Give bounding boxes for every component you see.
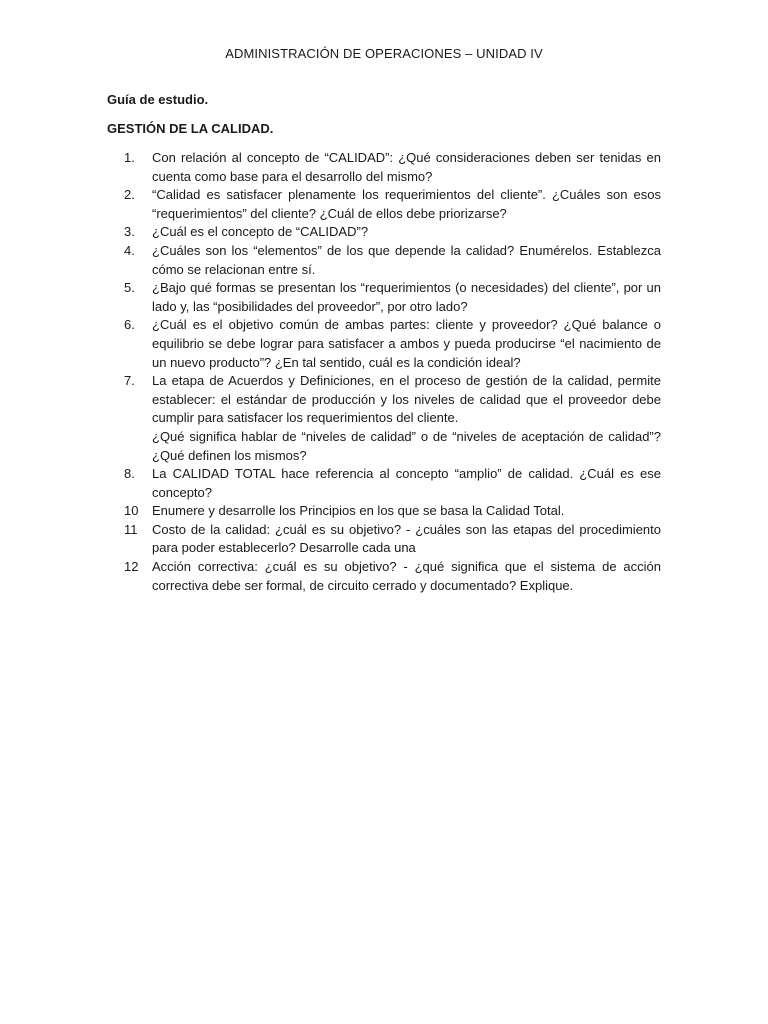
question-number: 12 [124,559,139,575]
question-text: ¿Cuál es el concepto de “CALIDAD”? [152,224,369,240]
question-text: Acción correctiva: ¿cuál es su objetivo? - ¿qué significa que el sistema de acción correctiva debe ser formal, de circuito cerrado y documentado? Explique. [152,559,661,593]
question-list [124,149,661,595]
question-text: Costo de la calidad: ¿cuál es su objetivo? - ¿cuáles son las etapas del procedimiento para poder establecerlo? Desarrolle cada una [152,521,661,556]
question-text: ¿Bajo qué formas se presentan los “requerimientos (o necesidades) del cliente”, por un lado y, las “posibilidades del proveedor”, por otro lado? [152,280,661,314]
question-item [124,372,661,465]
question-number: 2. [124,187,135,203]
question-item [124,242,661,279]
question-text: ¿Cuáles son los “elementos” de los que depende la calidad? Enumérelos. Establezca cómo se relacionan entre sí. [152,242,661,277]
question-item [124,223,661,242]
question-text: La etapa de Acuerdos y Definiciones, en el proceso de gestión de la calidad, permite establecer: el estándar de producción y los niveles de calidad que el proveedor debe cumplir para satisfacer los requerimientos del cliente. ¿Qué significa hablar de “niveles de calidad” o de “niveles de aceptación de calidad”? ¿Qué definen los mismos? [152,373,661,463]
question-text: ¿Cuál es el objetivo común de ambas partes: cliente y proveedor? ¿Qué balance o equilibrio se debe lograr para satisfacer a ambos y pueda producirse “el nacimiento de un nuevo producto”? ¿En tal sentido, cuál es la condición ideal? [152,317,661,370]
question-number: 5. [124,280,135,296]
question-number: 7. [124,373,135,389]
question-number: 6. [124,317,135,333]
question-number: 11 [124,521,138,537]
question-item [124,502,661,521]
question-number: 8. [124,466,135,482]
section-title: GESTIÓN DE LA CALIDAD. [107,121,274,136]
question-number: 3. [124,224,135,240]
question-item [124,465,661,502]
document-header: ADMINISTRACIÓN DE OPERACIONES – UNIDAD IV [225,46,543,61]
study-guide-label: Guía de estudio. [107,92,209,107]
question-text: “Calidad es satisfacer plenamente los requerimientos del cliente”. ¿Cuáles son esos “requerimientos” del cliente? ¿Cuál de ellos debe priorizarse? [152,187,661,221]
question-item [124,149,661,186]
question-text: Enumere y desarrolle los Principios en los que se basa la Calidad Total. [152,503,565,519]
question-number: 1. [124,150,135,165]
question-text: Con relación al concepto de “CALIDAD”: ¿Qué consideraciones deben ser tenidas en cuenta como base para el desarrollo del mismo? [152,150,661,184]
question-item [124,279,661,316]
question-number: 10 [124,503,139,519]
question-item [124,558,661,595]
question-item [124,186,661,223]
question-item [124,316,661,372]
question-number: 4. [124,242,135,258]
question-text: La CALIDAD TOTAL hace referencia al concepto “amplio” de calidad. ¿Cuál es ese concepto? [152,466,661,500]
question-item [124,521,661,558]
